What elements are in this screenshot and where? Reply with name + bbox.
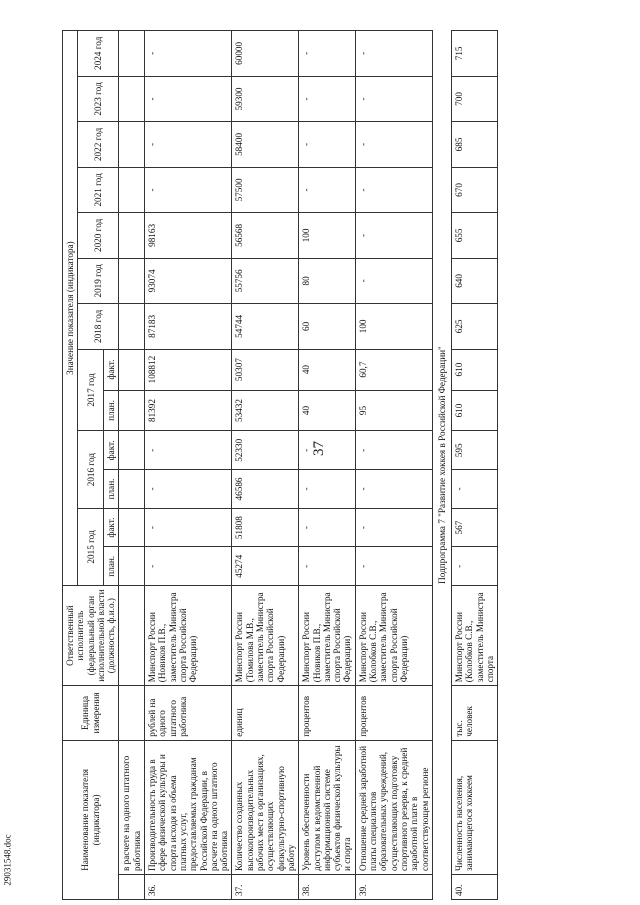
value-cell: 95 bbox=[355, 390, 432, 431]
value-cell: 50307 bbox=[232, 349, 299, 390]
value-cell: - bbox=[355, 76, 432, 121]
value-cell: 640 bbox=[452, 258, 498, 303]
header-fact-2016: факт. bbox=[104, 431, 119, 470]
row-number: 40. bbox=[452, 874, 498, 899]
value-cell: 685 bbox=[452, 122, 498, 167]
value-cell: 60 bbox=[299, 304, 355, 349]
value-cell: - bbox=[145, 167, 232, 212]
value-cell: - bbox=[299, 470, 355, 509]
value-cell: 700 bbox=[452, 76, 498, 121]
responsible: Минспорт России (Томилова М.В., заместитель Министра спорта Российской Федерации) bbox=[232, 586, 299, 686]
value-cell: - bbox=[299, 76, 355, 121]
table-row bbox=[355, 31, 432, 900]
header-2023: 2023 год bbox=[78, 76, 119, 121]
value-cell: 81392 bbox=[145, 390, 232, 431]
value-cell: - bbox=[145, 31, 232, 77]
responsible: Минспорт России (Новиков П.В., заместитель Министра спорта Российской Федерации) bbox=[299, 586, 355, 686]
subprogram-row bbox=[432, 31, 451, 900]
table-row bbox=[299, 31, 355, 900]
value-cell: 53432 bbox=[232, 390, 299, 431]
value-cell: 60000 bbox=[232, 31, 299, 77]
unit: процентов bbox=[355, 686, 432, 741]
value-cell: - bbox=[299, 122, 355, 167]
value-cell: 40 bbox=[299, 390, 355, 431]
value-cell: 567 bbox=[452, 508, 498, 547]
unit: процентов bbox=[299, 686, 355, 741]
value-cell: - bbox=[145, 76, 232, 121]
value-cell: - bbox=[145, 431, 232, 470]
header-2021: 2021 год bbox=[78, 167, 119, 212]
value-cell: 40 bbox=[299, 349, 355, 390]
header-values: Значение показателя (индикатора) bbox=[63, 31, 78, 586]
responsible: Минспорт России (Новиков П.В., заместитель Министра спорта Российской Федерации) bbox=[145, 586, 232, 686]
value-cell: 51808 bbox=[232, 508, 299, 547]
value-cell: 610 bbox=[452, 349, 498, 390]
value-cell: - bbox=[452, 547, 498, 586]
value-cell: - bbox=[299, 431, 355, 470]
indicator-name: Уровень обеспеченности доступом к ведомственной информационной системе субъектов физической культуры и спорта bbox=[299, 740, 355, 874]
header-2024: 2024 год bbox=[78, 31, 119, 77]
value-cell: - bbox=[355, 470, 432, 509]
header-plan-2017: план. bbox=[104, 390, 119, 431]
value-cell: - bbox=[452, 470, 498, 509]
header-2017: 2017 год bbox=[78, 349, 104, 431]
value-cell: 59300 bbox=[232, 76, 299, 121]
row-number: 38. bbox=[299, 874, 355, 899]
value-cell: 46586 bbox=[232, 470, 299, 509]
responsible: Минспорт России (Колобков С.В., заместитель Министра спорта bbox=[452, 586, 498, 686]
value-cell: - bbox=[145, 470, 232, 509]
table-row bbox=[232, 31, 299, 900]
value-cell: 100 bbox=[355, 304, 432, 349]
value-cell: 87183 bbox=[145, 304, 232, 349]
header-responsible: Ответственный исполнитель (федеральный орган исполнительной власти (должность, ф.и.о.) bbox=[63, 586, 119, 686]
value-cell: - bbox=[299, 31, 355, 77]
value-cell: 715 bbox=[452, 31, 498, 77]
value-cell: - bbox=[355, 258, 432, 303]
header-2019: 2019 год bbox=[78, 258, 119, 303]
value-cell: 54744 bbox=[232, 304, 299, 349]
value-cell: - bbox=[355, 431, 432, 470]
value-cell: 45274 bbox=[232, 547, 299, 586]
row-number: 39. bbox=[355, 874, 432, 899]
value-cell: 56568 bbox=[232, 213, 299, 258]
value-cell: - bbox=[145, 547, 232, 586]
value-cell: - bbox=[355, 213, 432, 258]
unit: единиц bbox=[232, 686, 299, 741]
value-cell: 93074 bbox=[145, 258, 232, 303]
header-plan-2016: план. bbox=[104, 470, 119, 509]
value-cell: - bbox=[355, 167, 432, 212]
continuation-text: в расчете на одного штатного работника bbox=[119, 740, 145, 874]
value-cell: 57500 bbox=[232, 167, 299, 212]
subprogram-title: Подпрограмма 7 "Развитие хоккея в Российской Федерации" bbox=[432, 31, 451, 900]
indicator-name: Количество созданных высокопроизводительных рабочих мест в организациях, осуществляющих физкультурно-спортивную работу bbox=[232, 740, 299, 874]
value-cell: - bbox=[355, 508, 432, 547]
header-name: Наименование показателя (индикатора) bbox=[63, 740, 119, 899]
header-fact-2017: факт. bbox=[104, 349, 119, 390]
header-2015: 2015 год bbox=[78, 508, 104, 585]
value-cell: - bbox=[145, 122, 232, 167]
header-2018: 2018 год bbox=[78, 304, 119, 349]
table-row bbox=[452, 31, 498, 900]
value-cell: - bbox=[355, 31, 432, 77]
page-number: 37 bbox=[311, 441, 327, 456]
header-plan-2015: план. bbox=[104, 547, 119, 586]
value-cell: 52330 bbox=[232, 431, 299, 470]
header-2022: 2022 год bbox=[78, 122, 119, 167]
value-cell: - bbox=[355, 547, 432, 586]
value-cell: 595 bbox=[452, 431, 498, 470]
row-number: 37. bbox=[232, 874, 299, 899]
value-cell: 58400 bbox=[232, 122, 299, 167]
header-fact-2015: факт. bbox=[104, 508, 119, 547]
value-cell: 108812 bbox=[145, 349, 232, 390]
unit: тыс. человек bbox=[452, 686, 498, 741]
rotated-table-stage bbox=[62, 30, 632, 900]
unit: рублей на одного штатного работника bbox=[145, 686, 232, 741]
header-unit: Единица измерения bbox=[63, 686, 119, 741]
indicator-name: Производительность труда в сфере физической культуры и спорта исходя из объема платных услуг, предоставляемых гражданам Российской Федерации, в расчете на одного штатного работника bbox=[145, 740, 232, 874]
header-2016: 2016 год bbox=[78, 431, 104, 508]
value-cell: - bbox=[145, 508, 232, 547]
indicator-table bbox=[62, 30, 498, 900]
row-number: 36. bbox=[145, 874, 232, 899]
value-cell: 60,7 bbox=[355, 349, 432, 390]
value-cell: 100 bbox=[299, 213, 355, 258]
footer-filename: 29031548.doc bbox=[2, 834, 13, 886]
value-cell: 55756 bbox=[232, 258, 299, 303]
header-2020: 2020 год bbox=[78, 213, 119, 258]
table-row bbox=[145, 31, 232, 900]
value-cell: - bbox=[299, 547, 355, 586]
responsible: Минспорт России (Колобков С.В., заместитель Министра спорта Российской Федерации) bbox=[355, 586, 432, 686]
indicator-name: Численность населения, занимающегося хоккеем bbox=[452, 740, 498, 874]
value-cell: 625 bbox=[452, 304, 498, 349]
value-cell: - bbox=[355, 122, 432, 167]
value-cell: 670 bbox=[452, 167, 498, 212]
value-cell: - bbox=[299, 508, 355, 547]
value-cell: 655 bbox=[452, 213, 498, 258]
value-cell: 610 bbox=[452, 390, 498, 431]
value-cell: - bbox=[299, 167, 355, 212]
value-cell: 98163 bbox=[145, 213, 232, 258]
value-cell: 80 bbox=[299, 258, 355, 303]
indicator-name: Отношение средней заработной платы специалистов образовательных учреждений, осуществляющих подготовку спортивного резерва, к средней заработной плате в соответствующем регионе bbox=[355, 740, 432, 874]
